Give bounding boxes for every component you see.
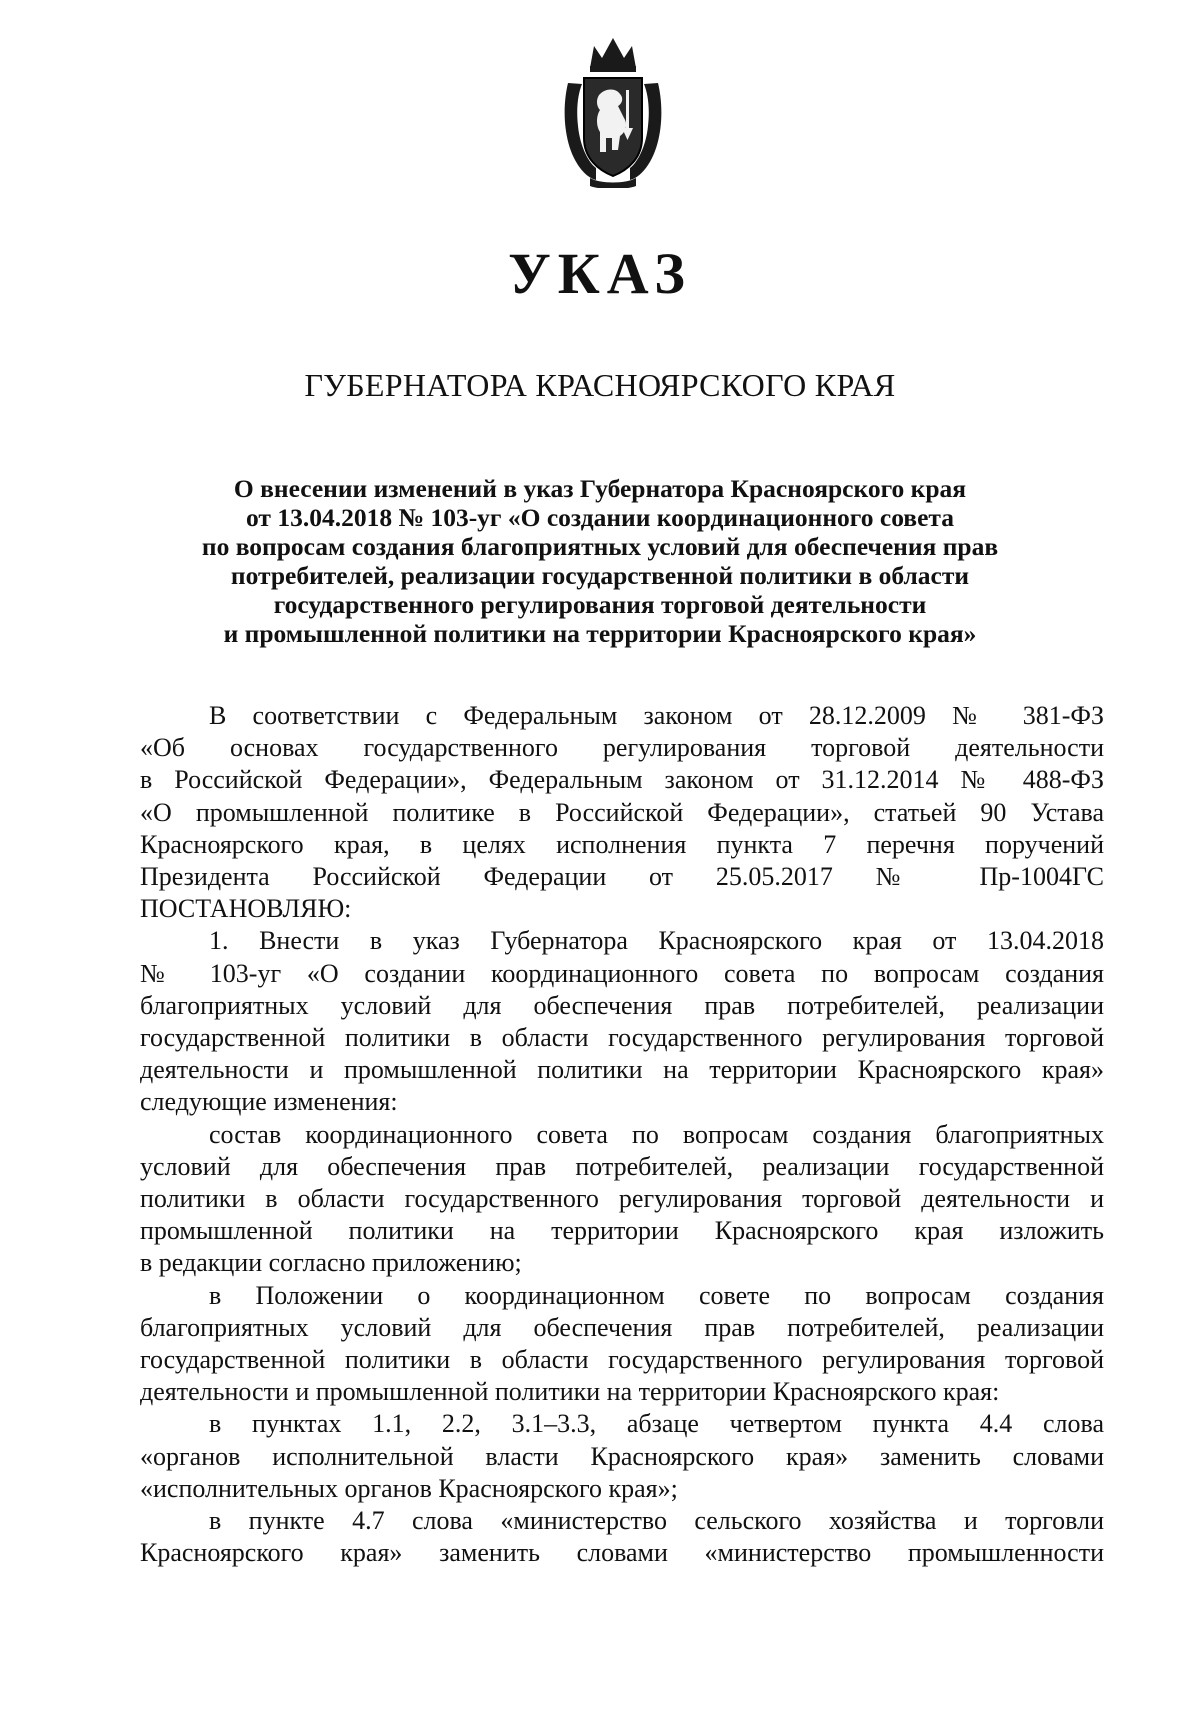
body-text-line: благоприятных условий для обеспечения прав потребителей, реализации [140, 1312, 1104, 1342]
body-text-line: условий для обеспечения прав потребителей, реализации государственной [140, 1151, 1104, 1181]
body-text-line: «О промышленной политике в Российской Федерации», статьей 90 Устава [140, 797, 1104, 827]
body-text-line: следующие изменения: [140, 1087, 398, 1117]
body-text-line: ПОСТАНОВЛЯЮ: [140, 894, 352, 924]
body-text-line: промышленной политики на территории Красноярского края изложить [140, 1216, 1104, 1246]
subject-line: О внесении изменений в указ Губернатора Красноярского края [233, 474, 967, 503]
body-text-line: В соответствии с Федеральным законом от 28.12.2009 № 381-ФЗ [209, 701, 1104, 730]
body-text-line: государственной политики в области государственного регулирования торговой [140, 1023, 1104, 1053]
subject-line: государственного регулирования торговой деятельности [273, 590, 927, 619]
body-text-line: в Положении о координационном совете по вопросам создания [209, 1280, 1104, 1310]
krasnoyarsk-coat-of-arms-icon [560, 28, 666, 188]
subject-line: по вопросам создания благоприятных условий для обеспечения прав [201, 532, 999, 561]
body-text-line: состав координационного совета по вопросам создания благоприятных [209, 1119, 1104, 1149]
body-text-line: в редакции согласно приложению; [140, 1248, 522, 1278]
body-text-line: в пункте 4.7 слова «министерство сельского хозяйства и торговли [209, 1506, 1104, 1536]
body-text-line: деятельности и промышленной политики на территории Красноярского края: [140, 1377, 1000, 1407]
decree-subject [140, 474, 1060, 648]
body-text-line: в пунктах 1.1, 2.2, 3.1–3.3, абзаце четвертом пункта 4.4 слова [209, 1409, 1104, 1439]
subject-line: и промышленной политики на территории Красноярского края» [223, 619, 977, 648]
body-text-line: деятельности и промышленной политики на территории Красноярского края» [140, 1055, 1104, 1085]
body-text-line: Президента Российской Федерации от 25.05.2017 № Пр-1004ГС [140, 862, 1104, 892]
body-text-line: 1. Внести в указ Губернатора Красноярского края от 13.04.2018 [209, 926, 1104, 956]
document-type-title: УКАЗ [508, 241, 692, 306]
body-text-line: политики в области государственного регулирования торговой деятельности и [140, 1184, 1104, 1214]
decree-body-text [140, 700, 1104, 1569]
body-text-line: благоприятных условий для обеспечения прав потребителей, реализации [140, 990, 1104, 1020]
body-text-line: государственной политики в области государственного регулирования торговой [140, 1345, 1104, 1375]
subject-line: потребителей, реализации государственной политики в области [230, 561, 970, 590]
body-text-line: № 103-уг «О создании координационного совета по вопросам создания [140, 958, 1104, 988]
body-text-line: в Российской Федерации», Федеральным законом от 31.12.2014 № 488-ФЗ [140, 765, 1104, 795]
body-text-line: Красноярского края» заменить словами «министерство промышленности [140, 1538, 1104, 1568]
issuer-heading: ГУБЕРНАТОРА КРАСНОЯРСКОГО КРАЯ [304, 367, 896, 403]
body-text-line: «Об основах государственного регулирования торговой деятельности [140, 733, 1104, 763]
body-text-line: Красноярского края, в целях исполнения пункта 7 перечня поручений [140, 829, 1104, 859]
subject-line: от 13.04.2018 № 103-уг «О создании координационного совета [246, 503, 954, 532]
body-text-line: «исполнительных органов Красноярского края»; [140, 1473, 678, 1503]
body-text-line: «органов исполнительной власти Красноярского края» заменить словами [140, 1441, 1104, 1471]
